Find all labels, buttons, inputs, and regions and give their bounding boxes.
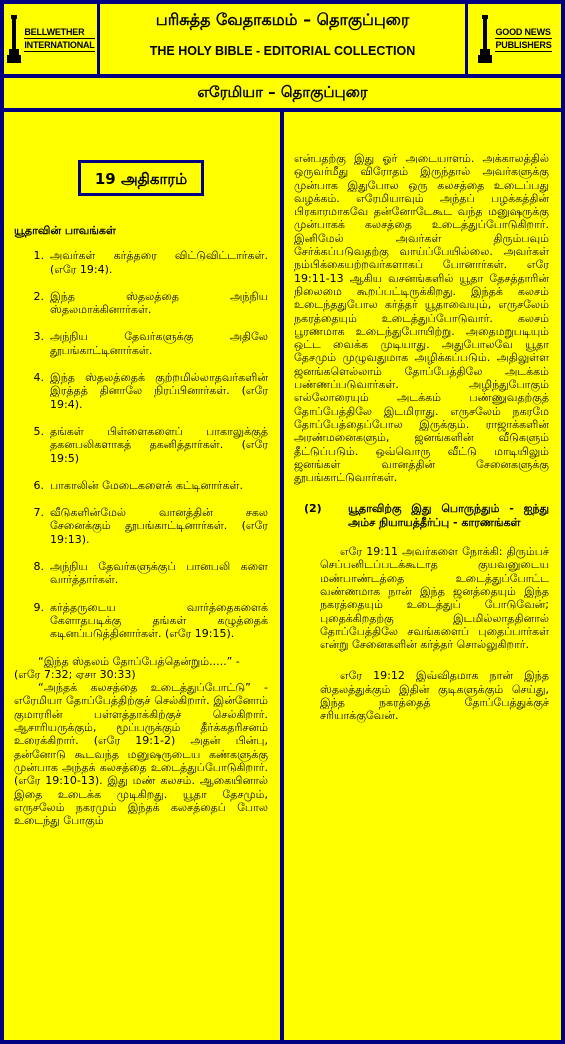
subtitle-bar: [4, 78, 561, 108]
section-heading: [294, 502, 549, 529]
verse-block: [294, 545, 549, 723]
item-text: அந்நிய தேவர்களுக்கு அதிலே தூபங்காட்டினார்கள்.: [50, 330, 268, 357]
left-column: [4, 112, 280, 1040]
list-item: [14, 560, 268, 587]
item-number: 3.: [33, 330, 44, 344]
section-heading: யூதாவின் பாவங்கள்: [14, 224, 116, 237]
verse-paragraph: எரே 19:11 அவர்களை நோக்கி: திரும்பச் செப்பனிடப்படக்கூடாத குயவனுடைய மண்பாண்டத்தை உடைத்துப்போட்ட வண்ணமாக நான் இந்த ஜனத்தையும் இந்த நகரத்தையும் உடைத்துப் போடுவேன்; புதைக்கிறதற்கு இடமில்லாததினால் தோப்பேத்திலே சவங்களைப் புதைப்பார்கள் என்று சேனைகளின் கர்த்தர் சொல்லுகிறார்.: [320, 545, 549, 652]
sin-list: [14, 249, 268, 640]
item-number: 7.: [33, 506, 44, 520]
item-number: 1.: [33, 249, 44, 263]
subtitle: எரேமியா – தொகுப்புரை: [197, 83, 368, 101]
torch-figure-icon: [477, 11, 493, 67]
item-number: 9.: [33, 600, 44, 614]
verse-paragraph: எரே 19:12 இவ்விதமாக நான் இந்த ஸ்தலத்துக்கும் இதின் குடிகளுக்கும் செய்து, இந்த நகரத்தைத் தோப்பேத்துக்குச் சரியாக்குவேன்.: [320, 669, 549, 723]
body-paragraph: “அந்தக் கலசத்தை உடைத்துப்போட்டு” - எரேமியா தோப்பேத்திற்குச் செல்கிறார். இன்னோம் குமாரரின் பள்ளத்தாக்கிற்குச் செல்கிறார். ஆசாரியருக்கும், மூப்பருக்கும் தீர்க்கதரிசனம் உரைக்கிறார். (எரே 19:1-2) அதன் பின்பு, தன்னோடு கூடவந்த மனுஷருடைய கண்களுக்கு முன்பாக அந்தக் கலசத்தை உடைத்துப்போடுகிறார். (எரே 19:10-13). இது மண் கலசம். ஆகையினால் இதை உடைக்க முடிகிறது. யூதா தேசமும், எருசலேம் நகரமும் இந்தக் கலசத்தைப் போல உடைந்து போகும்: [14, 681, 268, 828]
chapter-label: 19 அதிகாரம்: [94, 170, 188, 188]
item-text: இந்த ஸ்தலத்தை அந்நிய ஸ்தலமாக்கினார்கள்.: [50, 289, 268, 317]
torch-figure-icon: [6, 11, 22, 67]
list-item: [14, 371, 268, 411]
item-text: தங்கள் பிள்ளைகளைப் பாகாலுக்குத் தகனபலிகளாகத் தகனித்தார்கள். (எரே 19:5): [50, 424, 268, 465]
title-tamil: பரிசுத்த வேதாகமம் – தொகுப்புரை: [155, 10, 410, 29]
quote-text: “இந்த ஸ்தலம் தோப்பேத்தென்றும்.....” - (எரே 7:32; ஏசா 30:33): [14, 654, 240, 681]
body-paragraph: என்பதற்கு இது ஓர் அடையாளம். அக்காலத்தில் ஒருவர்மீது விரோதம் இருந்தால் அவர்களுக்கு முன்பாக இதுபோல ஒரு கலசத்தை உடைப்பது வழக்கம். எரேமியாவும் அந்தப் பழக்கத்தின் பிரகாரமாகவே தன்னோடேகூட வந்த மனுஷருக்கு முன்பாகக் கலசத்தை உடைத்துப்போடுகிறார். இனிமேல் அவர்கள் திரும்பவும் சேர்க்கப்படுவதற்கு வாய்ப்பேயில்லை. அவர்கள் நம்பிக்கையற்றவர்களாகப் போனார்கள். எரே 19:11-13 ஆகிய வசனங்களில் யூதா தேசத்தாரின் நிலைமை கூறப்பட்டிருக்கிறது. இந்தக் கலசம் உடைந்ததுபோல கர்த்தர் யூதாவையும், எருசலேம் நகரத்தையும் உடைத்துப்போடுவார். கலசம் பூரணமாக உடைந்துபோயிற்று. அதைமறுபடியும் ஒட்ட வைக்க முடியாது. அதுபோலவே யூதா தேசமும் முழுவதுமாக அழிக்கப்படும். அதிலுள்ள ஜனங்களெல்லாம் தோப்பேத்திலே அடக்கம் பண்ணப்படுவார்கள். அழிந்துபோகும் எல்லோரையும் அடக்கம் பண்ணுவதற்குத் தோப்பேத்திலே இடமிராது. எருசலேம் நகரமே தோப்பேத்தைப்போல இருக்கும். ராஜாக்களின் அரண்மனைகளும், ஜனங்களின் வீடுகளும் தீட்டுப்படும். ஒவ்வொரு வீட்டு மாடியிலும் ஜனங்கள் வானத்தின் சேனைகளுக்கு தூபங்காட்டுவார்கள்.: [294, 152, 549, 485]
list-item: [14, 330, 268, 357]
good-news-logo: [468, 4, 561, 74]
left-logo-line: INTERNATIONAL: [24, 40, 95, 50]
item-text: அவர்கள் கர்த்தரை விட்டுவிட்டார்கள். (எரே 19:4).: [50, 249, 268, 276]
left-logo-line: BELLWETHER: [24, 26, 94, 39]
item-number: 6.: [33, 478, 44, 492]
item-text: வீடுகளின்மேல் வானத்தின் சகல சேனைக்கும் தூபங்காட்டினார்கள். (எரே 19:13).: [50, 506, 268, 546]
item-text: அந்நிய தேவர்களுக்குப் பானபலி களை வார்த்தார்கள்.: [50, 560, 268, 587]
item-number: 2.: [33, 289, 44, 303]
list-item: [14, 506, 268, 546]
item-number: 4.: [33, 371, 44, 385]
bellwether-logo: [4, 4, 97, 74]
right-logo-line: GOOD NEWS: [495, 27, 551, 37]
list-item: [14, 290, 268, 317]
list-item: [14, 249, 268, 276]
title-english: THE HOLY BIBLE - EDITORIAL COLLECTION: [149, 44, 416, 58]
item-number: 5.: [33, 424, 44, 438]
item-text: இந்த ஸ்தலத்தைக் குற்றமில்லாதவர்களின் இரத்தத் தினாலே நிரப்பினார்கள். (எரே 19:4).: [50, 371, 268, 411]
list-item: [14, 425, 268, 465]
list-item: [14, 479, 268, 492]
right-logo-line: PUBLISHERS: [495, 40, 552, 50]
chapter-label-box: [78, 160, 204, 196]
header-title-box: [100, 4, 465, 74]
item-number: 8.: [33, 560, 44, 574]
right-column: [284, 112, 561, 1040]
heading-number: (2): [304, 502, 322, 516]
list-item: [14, 601, 268, 641]
item-text: கர்த்தருடைய வார்த்தைகளைக் கேளாதபடிக்கு தங்கள் கழுத்தைக் கடினப்படுத்தினார்கள். (எரே 19:15).: [50, 600, 268, 641]
item-text: பாகாலின் மேடைகளைக் கட்டினார்கள்.: [50, 478, 243, 492]
heading-text: யூதாவிற்கு இது பொருந்தும் - ஐந்து அம்ச நியாயத்தீர்ப்பு - காரணங்கள்: [348, 502, 549, 529]
